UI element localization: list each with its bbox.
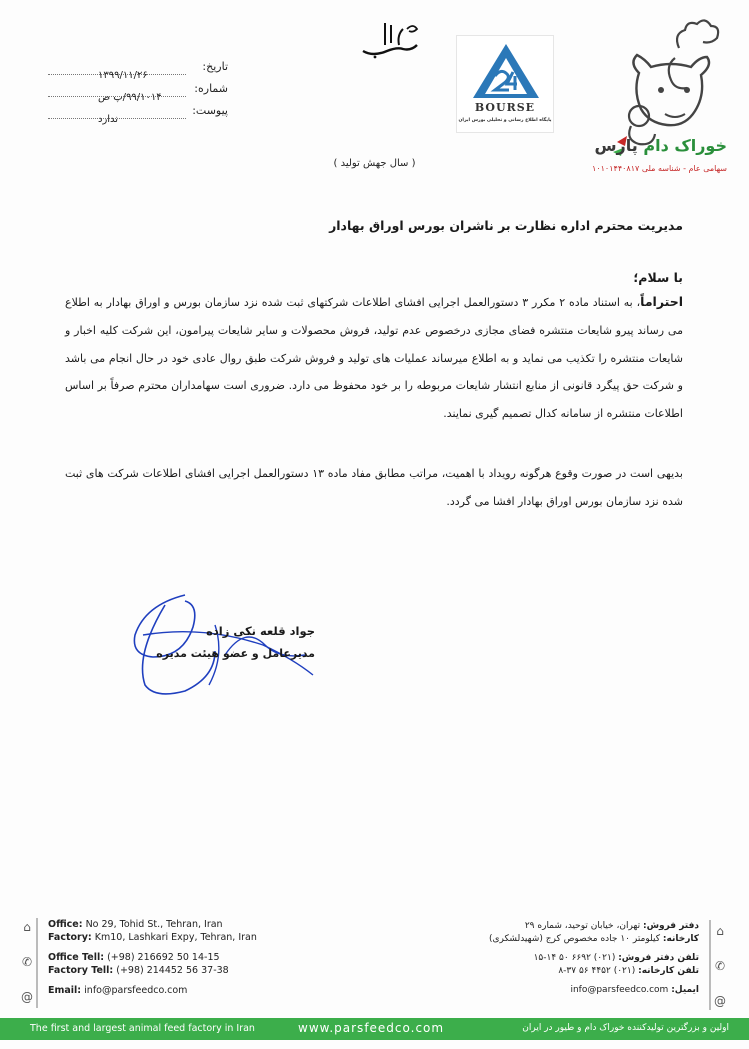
date-label: تاریخ: [202,60,228,73]
email-label-fa: ایمیل: [671,985,699,995]
signature-icon [125,585,325,700]
company-registration: سهامی عام - شناسه ملی ۱۰۱۰۱۴۴۰۸۱۷ [592,164,727,173]
home-icon: ⌂ [716,924,724,938]
brand-accent: خوراک دام [643,136,727,155]
footer-tagline-fa: اولین و بزرگترین تولیدکننده خوراک دام و طیور در ایران [522,1023,729,1033]
meta-number-row [48,82,228,104]
email-link[interactable]: info@parsfeedco.com [84,985,188,996]
footer-icons-right [713,924,727,1029]
greeting: با سلام؛ [633,270,683,285]
bourse-mark-icon [457,36,555,102]
factory-address: Km10, Lashkari Expy, Tehran, Iran [94,932,257,943]
factory-tel-label-fa: تلفن کارخانه: [638,966,699,976]
meta-attachment-row [48,104,228,126]
footer-phones-fa [489,952,699,978]
footer-address-fa [489,920,699,946]
factory-tel: (+98) 214452 56 37-38 [116,965,229,976]
office-tel-label-fa: تلفن دفتر فروش: [618,953,699,963]
meta-date-row [48,60,228,82]
footer-email-en [48,984,257,997]
factory-tel-fa: (۰۲۱) ۴۴۵۲ ۵۶ ۳۷-۸ [558,966,636,976]
recipient: مدیریت محترم اداره نظارت بر ناشران بورس اوراق بهادار [329,218,683,233]
signer-title: مدیرعامل و عضو هیئت مدیره [156,647,315,660]
body-paragraph-2: بدیهی است در صورت وقوع هرگونه رویداد با اهمیت، مراتب مطابق مفاد ماده ۱۳ دستورالعمل اجرایی افشای اطلاعات شرکت های ثبت شده نزد سازمان بورس اوراق بهادار افشا می گردد. [65,467,683,508]
attachment-label: پیوست: [192,104,228,117]
email-label: Email: [48,985,82,996]
office-label-fa: دفتر فروش: [642,921,699,931]
footer-bar [0,1018,749,1040]
phone-icon: ✆ [21,955,33,969]
bourse-tagline: پایگاه اطلاع رسانی و تحلیلی بورس ایران [458,118,552,123]
footer-address-en [48,918,257,944]
office-label: Office: [48,919,83,930]
office-tel-fa: (۰۲۱) ۶۶۹۲ ۵۰ ۱۴-۱۵ [533,953,616,963]
factory-label: Factory: [48,932,92,943]
office-tel-label: Office Tell: [48,952,105,963]
date-value: ۱۳۹۹/۱۱/۲۶ [98,70,148,81]
footer-website-link[interactable]: www.parsfeedco.com [298,1021,445,1035]
email-icon: @ [714,994,726,1008]
footer-tagline-en: The first and largest animal feed factory in Iran [30,1023,255,1034]
year-motto: ( سال جهش تولید ) [333,158,416,169]
factory-label-fa: کارخانه: [662,934,699,944]
number-label: شماره: [194,82,228,95]
footer-persian [489,920,711,1010]
office-address-fa: تهران، خیابان توحید، شماره ۲۹ [524,921,641,931]
body-paragraph-1 [65,288,683,428]
paragraph-1-text: ، به استناد ماده ۲ مکرر ۳ دستورالعمل اجرایی افشای اطلاعات شرکتهای ثبت شده نزد سازمان بورس و اوراق بهادار به اطلاع می رساند پیرو شایعات منتشره فضای مجازی درخصوص عدم تولید، فروش محصولات و سایر شایعات پیرامون، این شرکت کلیه اخبار و شایعات منتشره را تکذیب می نماید و به اطلاع میرساند عملیات های تولید و فروش شرکت طبق روال عادی خود در حال انجام می باشد و شرکت حق پیگرد قانونی از منابع انتشار شایعات مربوطه را بر خود محفوظ می دارد. ضروری است سهامداران محترم صرفاً بر اساس اطلاعات منتشره از سامانه کدال تصمیم گیری نمایند. [65,296,683,421]
footer-phones-en [48,951,257,977]
company-brand [594,136,727,155]
number-value: ۹۹/۱۰۱۴/پ ص [98,92,162,103]
letter-meta [48,60,228,126]
signer-name: جواد قلعه نکی زاده [206,624,315,638]
footer-email-fa [489,984,699,997]
brand-main: پارس [594,136,638,155]
office-address: No 29, Tohid St., Tehran, Iran [85,919,223,930]
email-icon: @ [21,990,33,1004]
bourse-logo [456,35,554,133]
paragraph-lead: احتراماً [640,294,684,309]
factory-address-fa: کیلومتر ۱۰ جاده مخصوص کرج (شهیدلشکری) [488,934,661,944]
email-link-fa[interactable]: info@parsfeedco.com [570,985,669,995]
bourse-word: BOURSE [474,101,536,114]
footer-english [36,918,257,1008]
attachment-value: ندارد [98,114,119,125]
office-tel: (+98) 216692 50 14-15 [107,952,220,963]
phone-icon: ✆ [714,959,726,973]
calligraphy-icon [355,15,425,60]
home-icon: ⌂ [23,920,31,934]
footer-icons-left [20,920,34,1025]
factory-tel-label: Factory Tell: [48,965,114,976]
